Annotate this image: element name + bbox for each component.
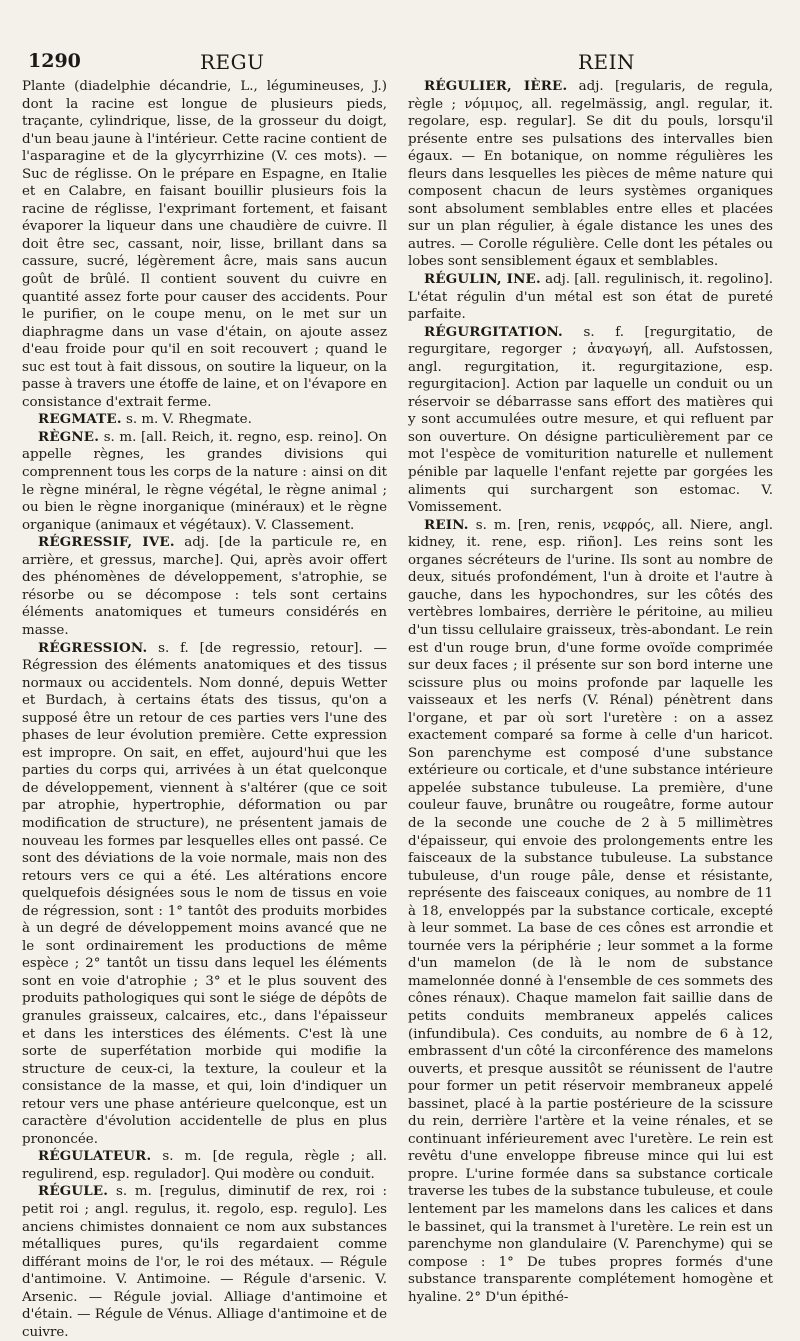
headword: RÈGNE. — [38, 428, 100, 445]
right-column — [408, 78, 773, 1306]
entry-reglisse-continued — [22, 78, 387, 411]
headword: RÉGRESSIF, IVE. — [38, 534, 175, 551]
entry-text: s. m. V. Rhegmate. — [125, 412, 252, 428]
entry-text: adj. [all. regulinisch, it. regolino]. L'état régulin d'un métal est son état de pureté parfaite. — [408, 272, 773, 323]
headword: RÉGRESSION. — [38, 639, 148, 656]
running-head-right: REIN — [578, 50, 636, 74]
entry-regression — [22, 640, 387, 1149]
running-header — [20, 50, 780, 80]
entry-text: s. m. [ren, renis, νεφρός, all. Niere, angl. kidney, it. rene, esp. riñon]. Les reins sont les organes sécréteurs de l'urine. Ils sont au nombre de deux, situés profondément, l'un à droite et l'autre à gauche, dans les hypochondres, sur les côtés des vertèbres lombaires, derrière le péritoine, au milieu d'un tissu cellulaire graisseux, très-abondant. Le rein est d'un rouge brun, d'une forme ovoïde comprimée sur deux faces ; il présente sur son bord interne une scissure plus ou moins profonde par laquelle les vaisseaux et les nerfs (V. Rénal) pénètrent dans l'organe, et par où sort l'uretère : on a assez exactement comparé sa forme à celle d'un haricot. Son parenchyme est composé d'une substance extérieure ou corticale, et d'une substance intérieure appelée substance tubuleuse. La première, d'une couleur fauve, brunâtre ou rougeâtre, forme autour de la seconde une couche de 2 à 5 millimètres d'épaisseur, qui envoie des prolongements entre les faisceaux de la substance tubuleuse. La substance tubuleuse, d'un rouge pâle, dense et résistante, représente des faisceaux coniques, au nombre de 11 à 18, enveloppés par la substance corticale, excepté à leur sommet. La base de ces cônes est arrondie et tournée vers la périphérie ; leur sommet a la forme d'un mamelon (de là le nom de substance mamelonnée donné à l'ensemble de ces sommets des cônes rénaux). Chaque mamelon fait saillie dans de petits conduits membraneux appelés calices (infundibula). Ces conduits, au nombre de 6 à 12, embrassent d'un côté la circonférence des mamelons ouverts, et presque aussitôt se réunissent de l'autre pour former un petit réservoir membraneux appelé bassinet, placé à la partie postérieure de la scissure du rein, derrière l'artère et la veine rénales, et se continuant inférieurement avec l'uretère. Le rein est revêtu d'une enveloppe fibreuse mince qui lui est propre. L'urine formée dans sa substance corticale traverse les tubes de la substance tubuleuse, et coule lentement par les mamelons dans les calices et dans le bassinet, qui la transmet à l'uretère. Le rein est un parenchyme non glandulaire (V. Parenchyme) qui se compose : 1° De tubes propres formés d'une substance transparente complétement homogène et hyaline. 2° D'un épithé- — [408, 517, 774, 1305]
entry-rein — [408, 517, 773, 1307]
entry-regurgitation — [408, 324, 773, 517]
running-head-left: REGU — [200, 50, 265, 74]
entry-regne — [22, 429, 387, 534]
entry-text: adj. [de la particule re, en arrière, et gressus, marche]. Qui, après avoir offert des phénomènes de développement, s'atrophie, se résorbe ou se décompose : tels sont certains éléments anatomiques et tumeurs considérés en masse. — [22, 535, 387, 638]
headword: RÉGULATEUR. — [38, 1148, 152, 1165]
entry-regule — [22, 1183, 387, 1341]
entry-regressif — [22, 534, 387, 639]
entry-regulin — [408, 271, 773, 324]
headword: REIN. — [424, 516, 469, 533]
headword: RÉGULIER, IÈRE. — [424, 78, 568, 94]
headword: RÉGULE. — [38, 1183, 109, 1200]
entry-text: Plante (diadelphie décandrie, L., légumineuses, J.) dont la racine est longue de plusieurs pieds, traçante, cylindrique, lisse, de la grosseur du doigt, d'un beau jaune à l'intérieur. Cette racine contient de l'asparagine et de la glycyrrhizine (V. ces mots). — Suc de réglisse. On le prépare en Espagne, en Italie et en Calabre, en faisant bouillir plusieurs fois la racine de réglisse, l'exprimant fortement, et faisant évaporer la liqueur dans une chaudière de cuivre. Il doit être sec, cassant, noir, lisse, brillant dans sa cassure, sucré, légèrement âcre, mais sans aucun goût de brûlé. Il contient souvent du cuivre en quantité assez forte pour causer des accidents. Pour le purifier, on le coupe menu, on le met sur un diaphragme dans un vase d'étain, on ajoute assez d'eau froide pour qu'il en soit recouvert ; quand le suc est tout à fait dissous, on soutire la liqueur, on la passe à travers une étoffe de laine, et on l'évapore en consistance d'extrait ferme. — [22, 79, 387, 410]
entry-text: s. m. [all. Reich, it. regno, esp. reino]. On appelle règnes, les grandes divisions qui comprennent tous les corps de la nature : ainsi on dit le règne minéral, le règne végétal, le règne animal ; ou bien le règne inorganique (minéraux) et le règne organique (animaux et végétaux). V. Classement. — [22, 429, 387, 533]
page-number: 1290 — [28, 50, 81, 72]
headword: RÉGULIN, INE. — [424, 271, 541, 288]
entry-text: adj. [regularis, de regula, règle ; νόμιμος, all. regelmässig, angl. regular, it. regolare, esp. regular]. Se dit du pouls, lorsqu'il présente entre ses pulsations des intervalles bien égaux. — En botanique, on nomme régulières les fleurs dans lesquelles les pièces de même nature qui composent chacun de leurs systèmes organiques sont absolument semblables entre elles et placées sur un plan régulier, à égale distance les unes des autres. — Corolle régulière. Celle dont les pétales ou lobes sont sensiblement égaux et semblables. — [408, 79, 773, 270]
headword: RÉGURGITATION. — [424, 323, 563, 340]
entry-text: s. m. [regulus, diminutif de rex, roi : petit roi ; angl. regulus, it. regolo, esp. regulo]. Les anciens chimistes donnaient ce nom aux substances métalliques pures, qu'ils regardaient comme différant moins de l'or, le roi des métaux. — Régule d'antimoine. V. Antimoine. — Régule d'arsenic. V. Arsenic. — Régule jovial. Alliage d'antimoine et d'étain. — Régule de Vénus. Alliage d'antimoine et de cuivre. — [22, 1184, 388, 1340]
entry-text: s. f. [de regressio, retour]. — Régression des éléments anatomiques et des tissus normaux ou accidentels. Nom donné, depuis Wetter et Burdach, à certains états des tissus, qu'on a supposé être un retour de ces parties vers l'une des phases de leur évolution première. Cette expression est impropre. On sait, en effet, aujourd'hui que les parties du corps qui, arrivées à un état quelconque de développement, viennent à s'altérer (que ce soit par atrophie, hypertrophie, déformation ou par modification de structure), ne présentent jamais de nouveau les formes par lesquelles elles ont passé. Ce sont des déviations de la voie normale, mais non des retours vers ce qui a été. Les altérations encore quelquefois désignées sous le nom de tissus en voie de régression, sont : 1° tantôt des produits morbides à un degré de développement moins avancé que ne le sont ordinairement les productions de même espèce ; 2° tantôt un tissu dans lequel les éléments sont en voie d'atrophie ; 3° et le plus souvent des produits pathologiques qui sont le siége de dépôts de granules graisseux, calcaires, etc., dans l'épaisseur et dans les interstices des éléments. C'est là une sorte de superfétation morbide qui modifie la structure de ceux-ci, la texture, la couleur et la consistance de la masse, et qui, loin d'indiquer un retour vers une phase antérieure quelconque, est un caractère d'évolution accidentelle de plus en plus prononcée. — [22, 640, 387, 1147]
entry-text: s. f. [regurgitatio, de regurgitare, regorger ; ἀναγωγή, all. Aufstossen, angl. regurgitation, it. regurgitazione, esp. regurgitacion]. Action par laquelle un conduit ou un réservoir se débarrasse sans effort des matières qui y sont accumulées outre mesure, et qui refluent par son ouverture. On désigne particulièrement par ce mot l'espèce de vomiturition naturelle et nullement pénible par laquelle l'enfant rejette par gorgées les aliments qui surchargent son estomac. V. Vomissement. — [408, 324, 773, 516]
headword: REGMATE. — [38, 411, 122, 428]
entry-regulier — [408, 78, 773, 271]
entry-regulateur — [22, 1148, 387, 1183]
entry-text: s. m. [de regula, règle ; all. regulirend, esp. regulador]. Qui modère ou conduit. — [22, 1149, 387, 1182]
entry-regmate — [22, 411, 387, 429]
left-column — [22, 78, 387, 1341]
